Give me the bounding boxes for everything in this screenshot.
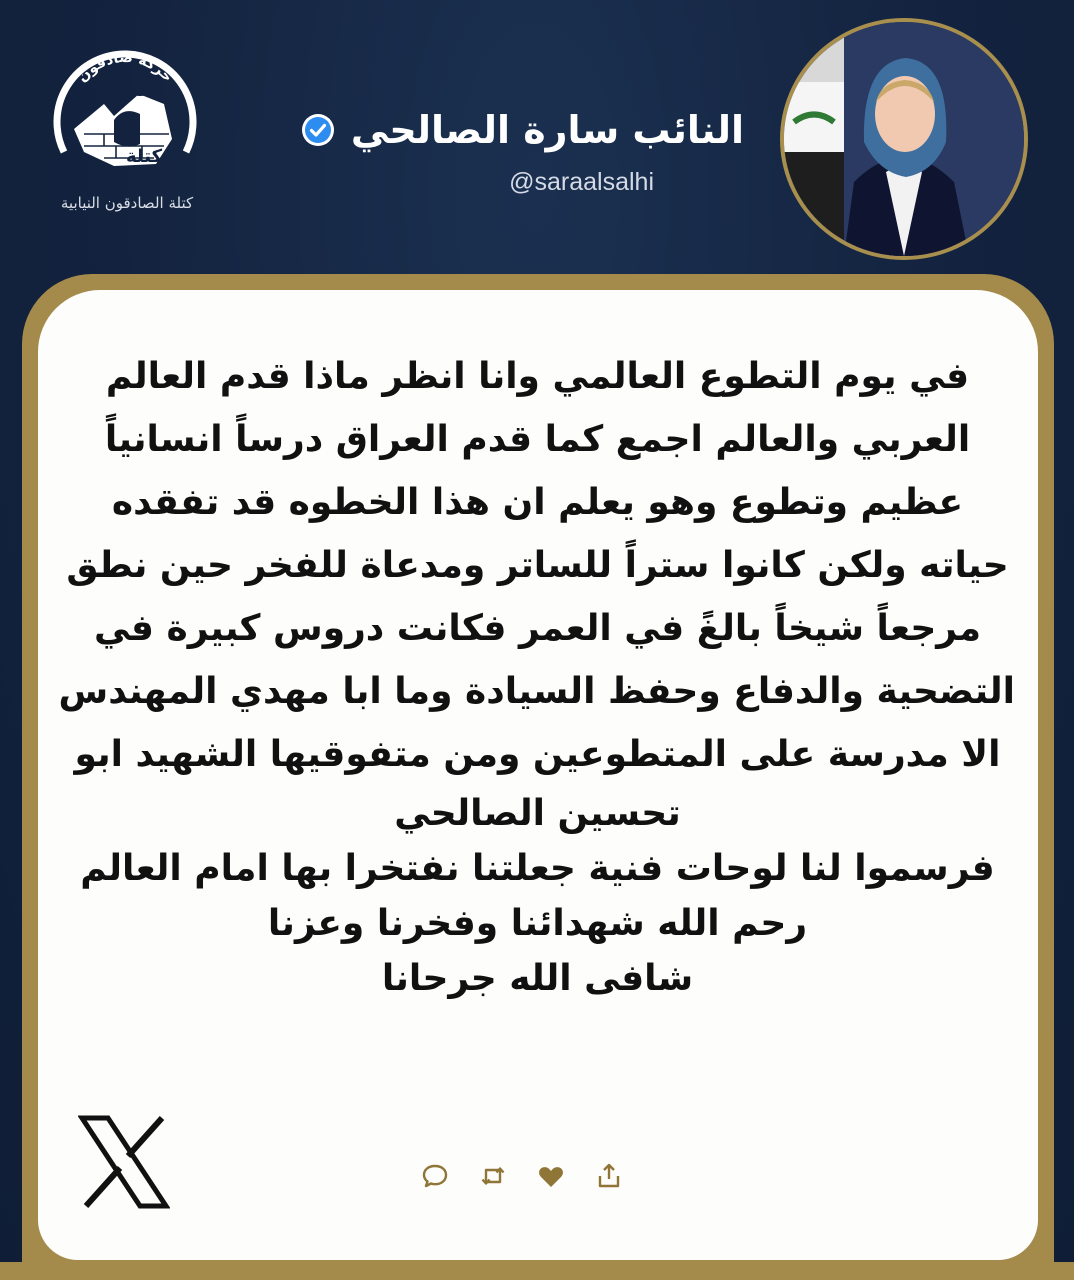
- tweet-line: التضحية والدفاع وحفظ السيادة وما ابا مهدي المهندس: [58, 671, 1015, 712]
- tweet-line: شافى الله جرحانا: [381, 958, 694, 999]
- reply-icon[interactable]: [420, 1161, 450, 1191]
- tweet-line: حياته ولكن كانوا ستراً للساتر ومدعاة للفخر حين نطق: [66, 545, 1009, 586]
- tweet-line: مرجعاً شيخاً بالغً في العمر فكانت دروس كبيرة في: [93, 608, 981, 649]
- tweet-line: رحم الله شهدائنا وفخرنا وعزنا: [267, 903, 808, 944]
- tweet-text: [60, 345, 1015, 1006]
- x-logo-icon: [78, 1114, 170, 1210]
- name-row: [301, 105, 744, 155]
- tweet-line: عظيم وتطوع وهو يعلم ان هذا الخطوه قد تفقده: [111, 482, 964, 523]
- verified-badge-icon: [301, 113, 335, 147]
- profile-photo-icon: [784, 22, 1024, 256]
- x-logo: [78, 1114, 170, 1210]
- retweet-icon[interactable]: [478, 1161, 508, 1191]
- logo-emblem-text-bottom: كتلة: [125, 146, 163, 167]
- user-handle[interactable]: @saraalsalhi: [509, 168, 654, 196]
- tweet-line: في يوم التطوع العالمي وانا انظر ماذا قدم العالم: [105, 356, 970, 397]
- tweet-line: تحسين الصالحي: [394, 793, 681, 834]
- bottom-band: [0, 1262, 1074, 1280]
- like-icon[interactable]: [536, 1161, 566, 1191]
- logo-emblem-text: حملة: [105, 77, 155, 101]
- avatar[interactable]: [780, 18, 1028, 260]
- tweet-line: فرسموا لنا لوحات فنية جعلتنا نفتخرا بها امام العالم: [80, 848, 995, 889]
- tweet-line: العربي والعالم اجمع كما قدم العراق درساً انسانياً: [104, 419, 971, 460]
- display-name[interactable]: النائب سارة الصالحي: [350, 108, 744, 152]
- party-logo: [44, 34, 206, 184]
- share-icon[interactable]: [594, 1161, 624, 1191]
- party-emblem-icon: [44, 34, 206, 184]
- logo-top-text: حركة صادقون: [74, 50, 176, 86]
- logo-caption: كتلة الصادقون النيابية: [60, 194, 194, 212]
- tweet-actions: [420, 1158, 624, 1194]
- tweet-line: الا مدرسة على المتطوعين ومن متفوقيها الشهيد ابو: [74, 734, 1001, 775]
